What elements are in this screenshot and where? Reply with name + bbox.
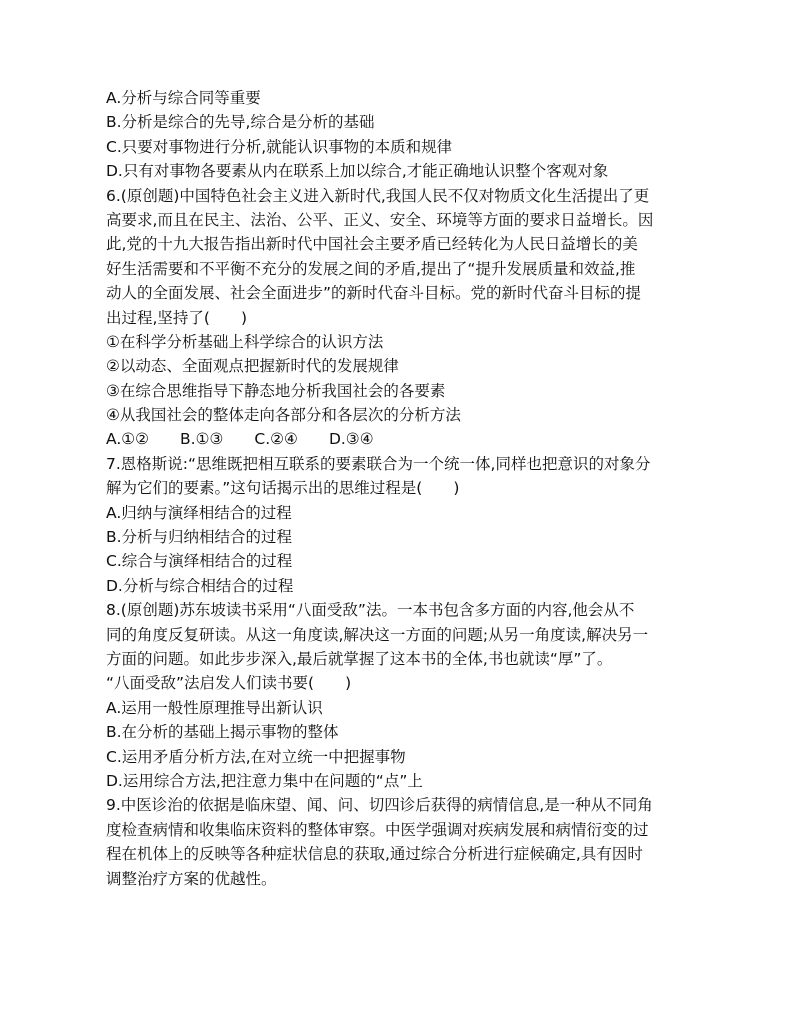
question-6-stem-line: 动人的全面发展、社会全面进步”的新时代奋斗目标。党的新时代奋斗目标的提	[106, 284, 642, 303]
question-6-item-2: ②以动态、全面观点把握新时代的发展规律	[106, 357, 399, 376]
question-8-stem-line: 同的角度反复研读。从这一角度读,解决这一方面的问题;从另一角度读,解决另一	[106, 625, 649, 644]
question-6-options: A.①② B.①③ C.②④ D.③④	[106, 430, 374, 449]
question-6-item-4: ④从我国社会的整体走向各部分和各层次的分析方法	[106, 406, 461, 425]
question-7-option-b: B.分析与归纳相结合的过程	[106, 528, 293, 547]
question-7-stem-line: 7.恩格斯说:“思维既把相互联系的要素联合为一个统一体,同样也把意识的对象分	[106, 454, 651, 473]
question-7-option-d: D.分析与综合相结合的过程	[106, 576, 294, 595]
question-7-stem-line: 解为它们的要素。”这句话揭示出的思维过程是( )	[106, 479, 460, 498]
question-9-stem-line: 9.中医诊治的依据是临床望、闻、问、切四诊后获得的病情信息,是一种从不同角	[106, 796, 653, 815]
option-c-line: C.只要对事物进行分析,就能认识事物的本质和规律	[106, 137, 453, 156]
question-9-stem-line: 度检查病情和收集临床资料的整体审察。中医学强调对疾病发展和病情衍变的过	[106, 820, 649, 839]
question-8-option-a: A.运用一般性原理推导出新认识	[106, 698, 323, 717]
question-7-option-a: A.归纳与演绎相结合的过程	[106, 503, 292, 522]
question-6-item-3: ③在综合思维指导下静态地分析我国社会的各要素	[106, 381, 446, 400]
question-8-option-d: D.运用综合方法,把注意力集中在问题的“点”上	[106, 771, 423, 790]
question-8-stem-line: “八面受敌”法启发人们读书要( )	[106, 674, 352, 693]
question-7-option-c: C.综合与演绎相结合的过程	[106, 552, 293, 571]
option-a-line: A.分析与综合同等重要	[106, 89, 261, 107]
question-6-stem-line: 出过程,坚持了( )	[106, 308, 248, 327]
option-b-line: B.分析是综合的先导,综合是分析的基础	[106, 113, 375, 132]
question-6-item-1: ①在科学分析基础上科学综合的认识方法	[106, 332, 384, 351]
question-9-stem-line: 程在机体上的反映等各种症状信息的获取,通过综合分析进行症候确定,具有因时	[106, 845, 643, 864]
question-6-stem-line: 6.(原创题)中国特色社会主义进入新时代,我国人民不仅对物质文化生活提出了更	[106, 186, 650, 205]
question-6-stem-line: 此,党的十九大报告指出新时代中国社会主要矛盾已经转化为人民日益增长的美	[106, 235, 638, 254]
question-6-stem-line: 高要求,而且在民主、法治、公平、正义、安全、环境等方面的要求日益增长。因	[106, 210, 654, 229]
question-8-option-b: B.在分析的基础上揭示事物的整体	[106, 723, 339, 742]
question-9-stem-line: 调整治疗方案的优越性。	[106, 869, 277, 888]
question-6-stem-line: 好生活需要和不平衡不充分的发展之间的矛盾,提出了“提升发展质量和效益,推	[106, 259, 636, 278]
question-8-stem-line: 方面的问题。如此步步深入,最后就掌握了这本书的全体,书也就读“厚”了。	[106, 649, 613, 668]
option-d-line: D.只有对事物各要素从内在联系上加以综合,才能正确地认识整个客观对象	[106, 162, 609, 181]
question-8-option-c: C.运用矛盾分析方法,在对立统一中把握事物	[106, 747, 406, 766]
question-8-stem-line: 8.(原创题)苏东坡读书采用“八面受敌”法。一本书包含多方面的内容,他会从不	[106, 601, 635, 620]
question-text-block	[106, 86, 706, 891]
